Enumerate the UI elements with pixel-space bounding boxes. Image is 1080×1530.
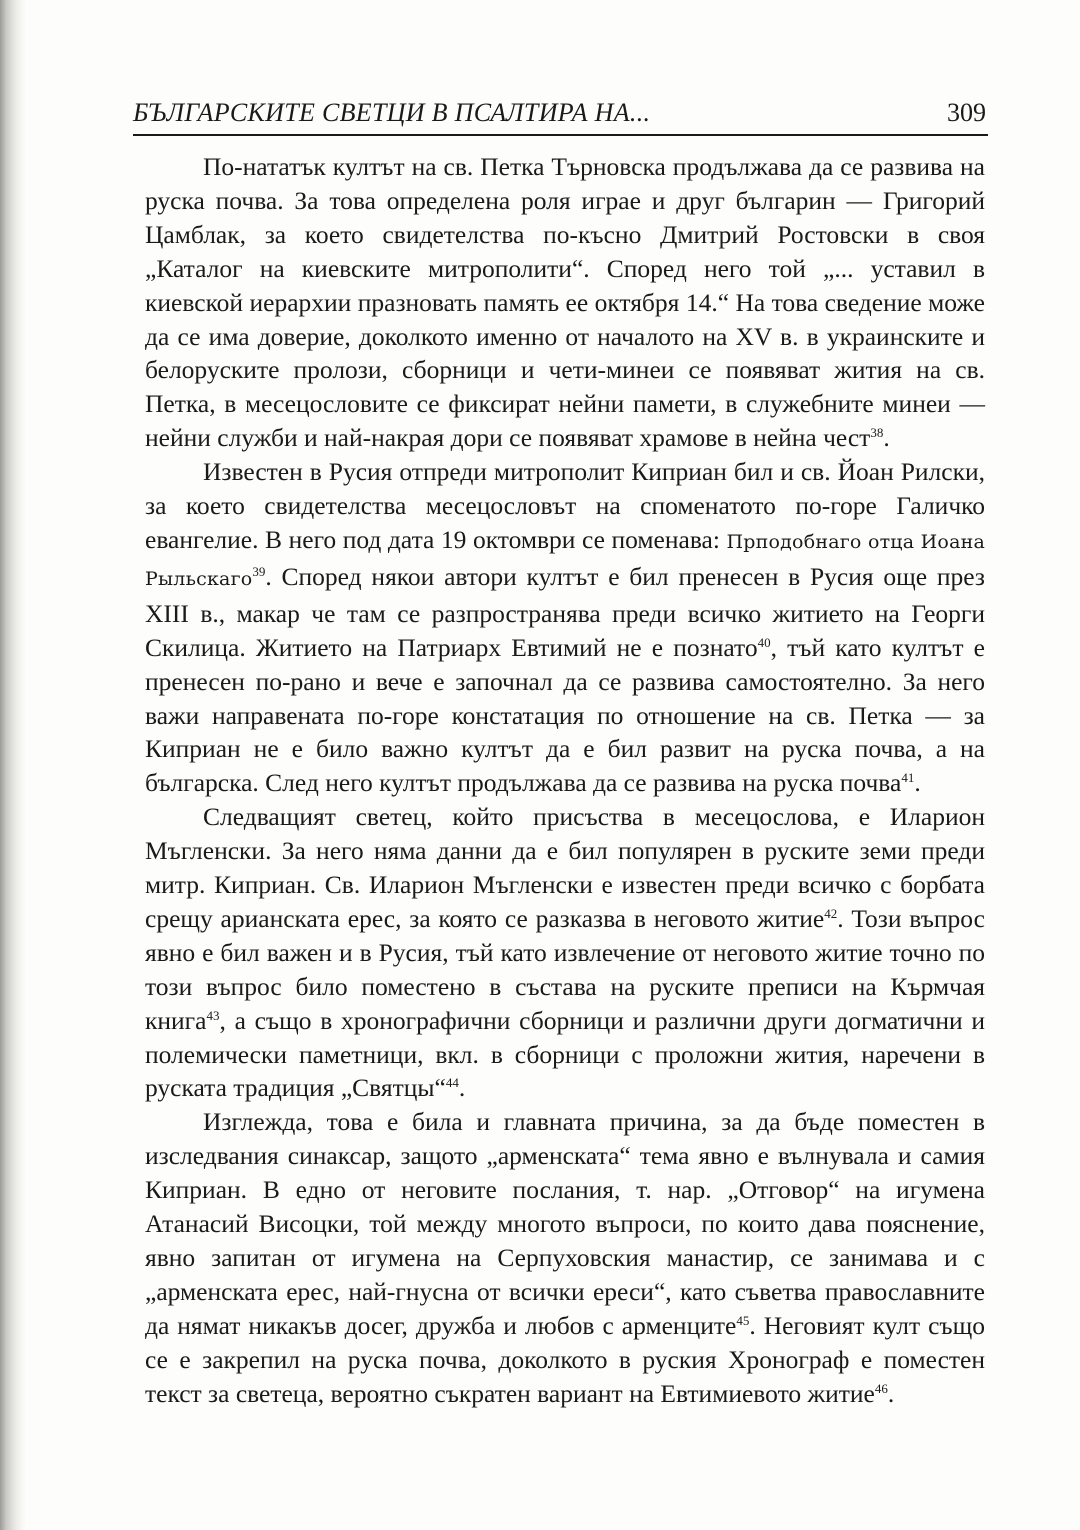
paragraph-text: . — [887, 1378, 895, 1408]
footnote-ref-45: 45 — [736, 1312, 750, 1328]
footnote-ref-40: 40 — [757, 634, 771, 650]
body-text — [145, 150, 985, 1411]
paragraph-text: . — [914, 768, 921, 798]
running-title: БЪЛГАРСКИТЕ СВЕТЦИ В ПСАЛТИРА НА... — [133, 98, 651, 127]
paragraph-text: . — [883, 423, 890, 453]
paragraph-text: . Неговият култ също се е закрепил на руска почва, доколкото в руския Хронограф е поместен текст за светеца, вероятно съкратен вариант на Евтимиевото житие — [145, 1310, 985, 1408]
paragraph-1 — [145, 150, 985, 455]
footnote-ref-42: 42 — [824, 905, 838, 921]
paragraph-text: Известен в Русия отпреди митрополит Киприан бил и св. Йоан Рилски, за което свидетелства месецословът на споменатото по-горе Галичко евангелие. В него под дата 19 октомври се поменава: — [145, 457, 985, 554]
footnote-ref-43: 43 — [206, 1007, 220, 1023]
footnote-ref-41: 41 — [901, 770, 915, 786]
paragraph-text: Следващият светец, който присъства в месецослова, е Иларион Мъгленски. За него няма данни да е бил популярен в руските земи преди митр. Киприан. Св. Иларион Мъгленски е известен преди всичко с борбата срещу арианската ерес, за която се разказва в неговото житие — [145, 802, 985, 933]
book-spine-shadow — [0, 0, 26, 1530]
footnote-ref-39: 39 — [252, 563, 266, 579]
paragraph-3 — [145, 800, 985, 1105]
paragraph-text: . Според някои автори култът е бил пренесен в Русия още през XIII в., макар че там се разпространява преди всичко житието на Георги Скилица. Житието на Патриарх Евтимий не е познато — [145, 561, 985, 662]
footnote-ref-38: 38 — [870, 425, 884, 441]
paragraph-text: , тъй като култът е пренесен по-рано и вече е започнал да се развива самостоятелно. За него важи направената по-горе констатация по отношение на св. Петка — за Киприан не е било важно култът да е бил развит на руска почва, а на българска. След него култът продължава да се развива на руска почва — [145, 632, 985, 798]
footnote-ref-44: 44 — [445, 1075, 459, 1091]
running-header — [133, 92, 988, 136]
paragraph-text: . Този въпрос явно е бил важен и в Русия, тъй като извлечение от неговото житие точно по този въпрос било поместено в състава на руските преписи на Кърмчая книга — [145, 903, 985, 1035]
paragraph-text: . — [458, 1073, 466, 1103]
paragraph-text: Изглежда, това е била и главната причина, за да бъде поместен в изследвания синаксар, защото „арменската“ тема явно е вълнувала и самия Киприан. В едно от неговите послания, т. нар. „Отговор“ на игумена Атанасий Висоцки, той между многото въпроси, по които дава пояснение, явно запитан от игумена на Серпуховския манастир, се занимава и с „арменската ерес, най-гнусна от всички ереси“, като съветва православните да нямат никакъв досег, дружба и любов с арменците — [145, 1107, 985, 1340]
page-number: 309 — [947, 98, 986, 127]
paragraph-2 — [145, 455, 985, 800]
church-slavonic-quote: Прподобнаго отца Иоана Рыльскаго — [145, 530, 985, 590]
paragraph-text: , а също в хронографични сборници и различни други догматични и полемически паметници, вкл. в сборници с проложни жития, наречени в руската традиция „Святцы“ — [145, 1005, 985, 1103]
footnote-ref-46: 46 — [874, 1380, 888, 1396]
paragraph-text: По-нататък култът на св. Петка Търновска продължава да се развива на руска почва. За това определена роля играе и друг българин — Григорий Цамблак, за което свидетелства по-късно Дмитрий Ростовски в своя „Каталог на киевските митрополити“. Според него той „... уставил в киевской иерархии празновать память ее октября 14.“ На това сведение може да се има доверие, доколкото именно от началото на XV в. в украинските и белоруските пролози, сборници и чети-минеи се появяват жития на св. Петка, в месецословите се фиксират нейни памети, в служебните минеи — нейни служби и най-накрая дори се появяват храмове в нейна чест — [145, 152, 985, 453]
paragraph-4 — [145, 1105, 985, 1410]
